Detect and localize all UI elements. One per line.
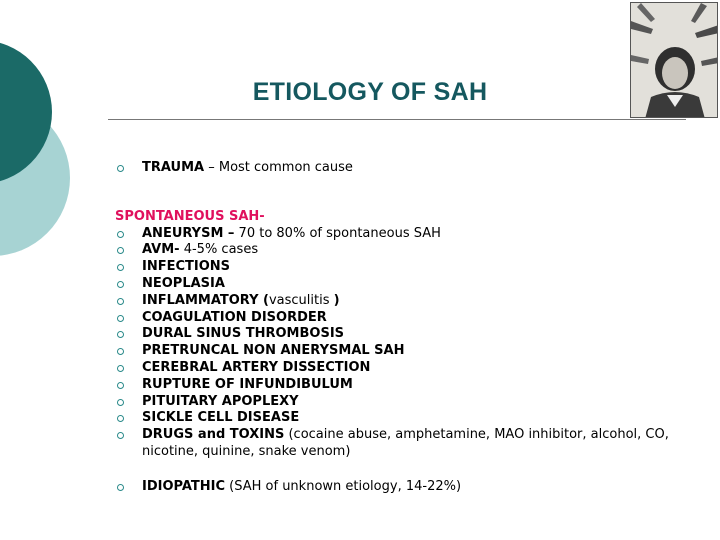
bullet-icon — [117, 331, 124, 338]
decorative-circles — [0, 0, 120, 300]
bullet-icon — [117, 399, 124, 406]
bullet-icon — [117, 348, 124, 355]
bullet-icon — [117, 382, 124, 389]
list-item: SICKLE CELL DISEASE — [115, 410, 705, 427]
list-item: PRETRUNCAL NON ANERYSMAL SAH — [115, 343, 705, 360]
bullet-icon — [117, 281, 124, 288]
photo-drawing — [631, 3, 718, 118]
bullet-icon — [117, 231, 124, 238]
bullet-icon — [117, 484, 124, 491]
slide-content — [115, 160, 705, 496]
bullet-icon — [117, 264, 124, 271]
list-item: RUPTURE OF INFUNDIBULUM — [115, 377, 705, 394]
list-item: DURAL SINUS THROMBOSIS — [115, 326, 705, 343]
list-item: INFECTIONS — [115, 259, 705, 276]
list-item-trauma: TRAUMA – Most common cause — [115, 160, 705, 177]
list-item: NEOPLASIA — [115, 276, 705, 293]
bullet-icon — [117, 315, 124, 322]
list-item: ANEURYSM – 70 to 80% of spontaneous SAH — [115, 226, 705, 243]
list-item: COAGULATION DISORDER — [115, 310, 705, 327]
bullet-icon — [117, 365, 124, 372]
bullet-icon — [117, 165, 124, 172]
list-item: AVM- 4-5% cases — [115, 242, 705, 259]
bullet-icon — [117, 298, 124, 305]
list-item: DRUGS and TOXINS (cocaine abuse, amphetamine, MAO inhibitor, alcohol, CO, nicotine, quinine, snake venom) — [115, 427, 705, 461]
list-item: CEREBRAL ARTERY DISSECTION — [115, 360, 705, 377]
section-heading-spontaneous: SPONTANEOUS SAH- — [115, 208, 265, 224]
title-divider — [108, 119, 686, 120]
bullet-icon — [117, 415, 124, 422]
slide-title: ETIOLOGY OF SAH — [252, 78, 488, 106]
bullet-icon — [117, 247, 124, 254]
list-item-idiopathic: IDIOPATHIC (SAH of unknown etiology, 14-22%) — [115, 479, 705, 496]
bullet-icon — [117, 432, 124, 439]
list-item: INFLAMMATORY (vasculitis ) — [115, 293, 705, 310]
illustration-photo — [630, 2, 718, 118]
list-item: PITUITARY APOPLEXY — [115, 394, 705, 411]
